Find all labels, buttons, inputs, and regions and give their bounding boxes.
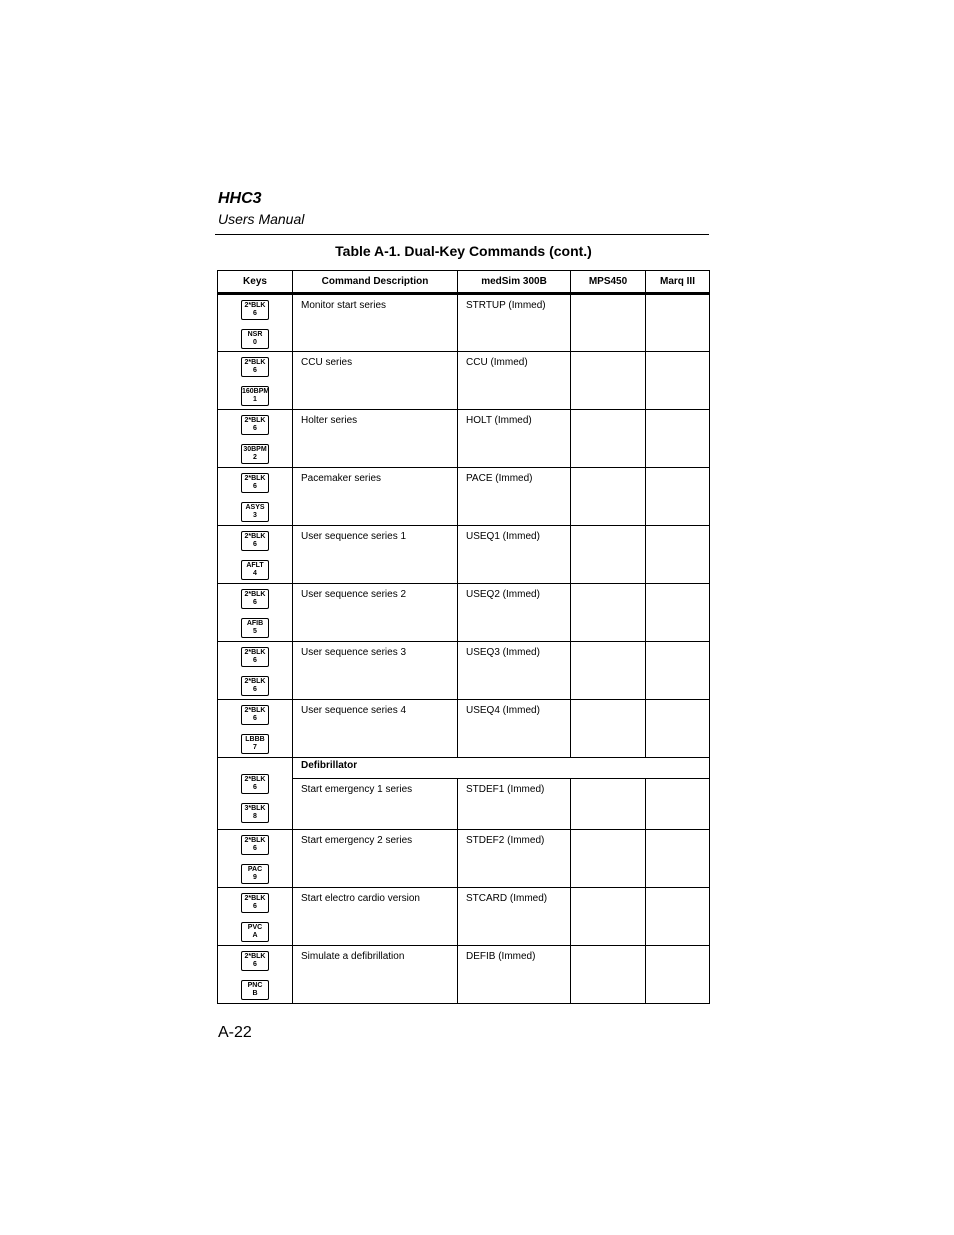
- table-row: [218, 584, 710, 642]
- marq-cell: [646, 642, 710, 700]
- keys-cell: [218, 758, 293, 830]
- table-row: [218, 294, 710, 352]
- medsim-command: PACE (Immed): [458, 468, 571, 526]
- key-2blk-6: 2*BLK 6: [241, 415, 269, 435]
- medsim-command: STDEF1 (Immed): [458, 779, 571, 830]
- medsim-command: USEQ1 (Immed): [458, 526, 571, 584]
- col-keys: Keys: [218, 271, 293, 294]
- key-2blk-6: 2*BLK 6: [241, 951, 269, 971]
- keys-cell: [218, 352, 293, 410]
- key-pvc-a: PVC A: [241, 922, 269, 942]
- mps450-cell: [571, 642, 646, 700]
- mps450-cell: [571, 700, 646, 758]
- marq-cell: [646, 352, 710, 410]
- command-description: Start electro cardio version: [293, 888, 458, 946]
- key-pnc-b: PNC B: [241, 980, 269, 1000]
- section-row-defibrillator: [218, 758, 710, 779]
- mps450-cell: [571, 888, 646, 946]
- key-2blk-6: 2*BLK 6: [241, 647, 269, 667]
- header-rule: [215, 234, 709, 235]
- key-2blk-6: 2*BLK 6: [241, 473, 269, 493]
- key-2blk-6: 2*BLK 6: [241, 300, 269, 320]
- key-2blk-6: 2*BLK 6: [241, 705, 269, 725]
- key-nsr-0: NSR 0: [241, 329, 269, 349]
- medsim-command: USEQ4 (Immed): [458, 700, 571, 758]
- key-160bpm-1: 160BPM 1: [241, 386, 269, 406]
- medsim-command: STCARD (Immed): [458, 888, 571, 946]
- table-row: [218, 352, 710, 410]
- command-description: Simulate a defibrillation: [293, 946, 458, 1004]
- table-row: [218, 700, 710, 758]
- keys-cell: [218, 468, 293, 526]
- command-description: User sequence series 1: [293, 526, 458, 584]
- medsim-command: CCU (Immed): [458, 352, 571, 410]
- page-number: A-22: [218, 1024, 252, 1041]
- command-description: Start emergency 1 series: [293, 779, 458, 830]
- key-pac-9: PAC 9: [241, 864, 269, 884]
- key-2blk-6: 2*BLK 6: [241, 893, 269, 913]
- table-row: [218, 526, 710, 584]
- keys-cell: [218, 946, 293, 1004]
- marq-cell: [646, 526, 710, 584]
- keys-cell: [218, 830, 293, 888]
- medsim-command: USEQ2 (Immed): [458, 584, 571, 642]
- dual-key-commands-table: [217, 270, 710, 1004]
- command-description: Monitor start series: [293, 294, 458, 352]
- mps450-cell: [571, 352, 646, 410]
- key-2blk-6: 2*BLK 6: [241, 774, 269, 794]
- manual-subtitle: Users Manual: [218, 211, 305, 227]
- key-2blk-6: 2*BLK 6: [241, 531, 269, 551]
- mps450-cell: [571, 468, 646, 526]
- mps450-cell: [571, 584, 646, 642]
- key-3blk-8: 3*BLK 8: [241, 803, 269, 823]
- command-description: User sequence series 3: [293, 642, 458, 700]
- medsim-command: STDEF2 (Immed): [458, 830, 571, 888]
- command-description: User sequence series 4: [293, 700, 458, 758]
- medsim-command: DEFIB (Immed): [458, 946, 571, 1004]
- keys-cell: [218, 584, 293, 642]
- col-marq-iii: Marq III: [646, 271, 710, 294]
- marq-cell: [646, 830, 710, 888]
- marq-cell: [646, 700, 710, 758]
- section-label: Defibrillator: [293, 758, 710, 779]
- key-afib-5: AFIB 5: [241, 618, 269, 638]
- table-row: [218, 946, 710, 1004]
- table-row: [218, 468, 710, 526]
- mps450-cell: [571, 830, 646, 888]
- keys-cell: [218, 294, 293, 352]
- medsim-command: USEQ3 (Immed): [458, 642, 571, 700]
- table-title: Table A-1. Dual-Key Commands (cont.): [335, 243, 592, 259]
- col-mps450: MPS450: [571, 271, 646, 294]
- command-description: Pacemaker series: [293, 468, 458, 526]
- marq-cell: [646, 946, 710, 1004]
- key-2blk-6: 2*BLK 6: [241, 357, 269, 377]
- marq-cell: [646, 888, 710, 946]
- col-command-description: Command Description: [293, 271, 458, 294]
- key-2blk-6: 2*BLK 6: [241, 835, 269, 855]
- col-medsim-300b: medSim 300B: [458, 271, 571, 294]
- key-lbbb-7: LBBB 7: [241, 734, 269, 754]
- table-row: [218, 410, 710, 468]
- key-30bpm-2: 30BPM 2: [241, 444, 269, 464]
- marq-cell: [646, 294, 710, 352]
- mps450-cell: [571, 946, 646, 1004]
- keys-cell: [218, 700, 293, 758]
- mps450-cell: [571, 410, 646, 468]
- marq-cell: [646, 410, 710, 468]
- medsim-command: HOLT (Immed): [458, 410, 571, 468]
- command-description: CCU series: [293, 352, 458, 410]
- table-body: [218, 294, 710, 1004]
- key-aflt-4: AFLT 4: [241, 560, 269, 580]
- command-description: Holter series: [293, 410, 458, 468]
- marq-cell: [646, 584, 710, 642]
- key-2blk-6-second: 2*BLK 6: [241, 676, 269, 696]
- mps450-cell: [571, 526, 646, 584]
- table-row: [218, 642, 710, 700]
- keys-cell: [218, 526, 293, 584]
- table-row: [218, 888, 710, 946]
- marq-cell: [646, 468, 710, 526]
- table-row: [218, 830, 710, 888]
- manual-title: HHC3: [218, 190, 262, 207]
- key-2blk-6: 2*BLK 6: [241, 589, 269, 609]
- command-description: User sequence series 2: [293, 584, 458, 642]
- table-header-row: [218, 271, 710, 294]
- medsim-command: STRTUP (Immed): [458, 294, 571, 352]
- key-asys-3: ASYS 3: [241, 502, 269, 522]
- command-description: Start emergency 2 series: [293, 830, 458, 888]
- mps450-cell: [571, 294, 646, 352]
- mps450-cell: [571, 779, 646, 830]
- keys-cell: [218, 888, 293, 946]
- keys-cell: [218, 642, 293, 700]
- marq-cell: [646, 779, 710, 830]
- keys-cell: [218, 410, 293, 468]
